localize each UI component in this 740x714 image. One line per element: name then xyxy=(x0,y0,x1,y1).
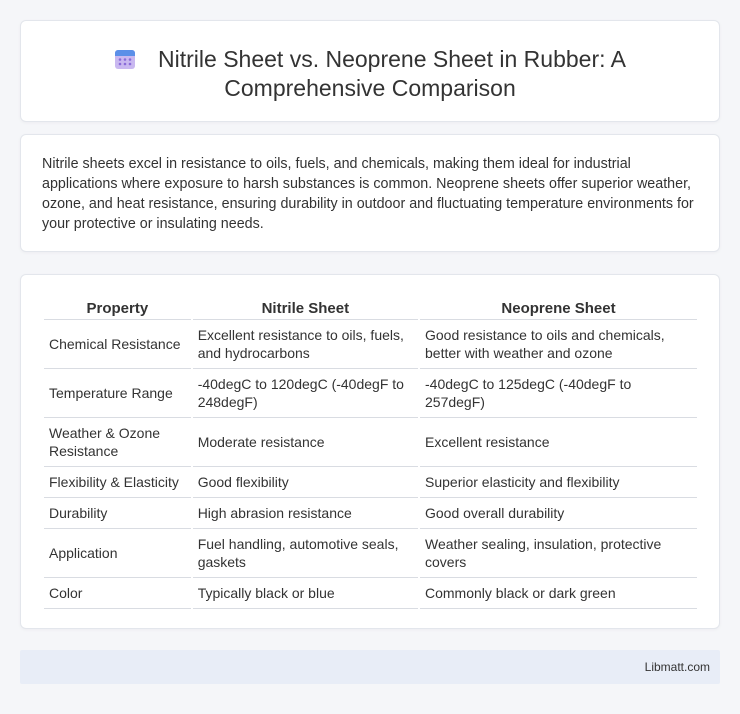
page-title xyxy=(21,45,719,103)
footer-site-link[interactable]: Libmatt.com xyxy=(644,660,710,674)
comparison-card xyxy=(20,274,720,629)
comparison-table xyxy=(42,296,699,609)
header-nitrile: Nitrile Sheet xyxy=(193,296,418,320)
neoprene-cell: Good overall durability xyxy=(420,498,697,529)
table-header-row xyxy=(44,296,697,320)
table-row xyxy=(44,578,697,609)
neoprene-cell: Excellent resistance xyxy=(420,418,697,467)
property-cell: Application xyxy=(44,529,191,578)
intro-paragraph: Nitrile sheets excel in resistance to oils, fuels, and chemicals, making them ideal for industrial applications where exposure to harsh substances is common. Neoprene sheets offer superior weather, ozone, and heat resistance, ensuring durability in outdoor and fluctuating temperature environments for your protective or insulating needs. xyxy=(42,156,694,232)
property-cell: Temperature Range xyxy=(44,369,191,418)
neoprene-cell: Good resistance to oils and chemicals, better with weather and ozone xyxy=(420,320,697,369)
nitrile-cell: Excellent resistance to oils, fuels, and hydrocarbons xyxy=(193,320,418,369)
table-row xyxy=(44,320,697,369)
nitrile-cell: Fuel handling, automotive seals, gaskets xyxy=(193,529,418,578)
neoprene-cell: Superior elasticity and flexibility xyxy=(420,467,697,498)
nitrile-cell: High abrasion resistance xyxy=(193,498,418,529)
table-row xyxy=(44,529,697,578)
nitrile-cell: -40degC to 120degC (-40degF to 248degF) xyxy=(193,369,418,418)
intro-card xyxy=(20,134,720,252)
footer-bar xyxy=(20,650,720,684)
calendar-icon xyxy=(114,48,136,70)
table-row xyxy=(44,498,697,529)
property-cell: Chemical Resistance xyxy=(44,320,191,369)
neoprene-cell: Weather sealing, insulation, protective covers xyxy=(420,529,697,578)
header-property: Property xyxy=(44,296,191,320)
neoprene-cell: Commonly black or dark green xyxy=(420,578,697,609)
table-row xyxy=(44,369,697,418)
nitrile-cell: Typically black or blue xyxy=(193,578,418,609)
property-cell: Flexibility & Elasticity xyxy=(44,467,191,498)
table-row xyxy=(44,467,697,498)
property-cell: Weather & Ozone Resistance xyxy=(44,418,191,467)
title-line-2: Comprehensive Comparison xyxy=(224,75,516,101)
table-row xyxy=(44,418,697,467)
header-neoprene: Neoprene Sheet xyxy=(420,296,697,320)
title-card xyxy=(20,20,720,122)
nitrile-cell: Moderate resistance xyxy=(193,418,418,467)
neoprene-cell: -40degC to 125degC (-40degF to 257degF) xyxy=(420,369,697,418)
property-cell: Durability xyxy=(44,498,191,529)
title-line-1: Nitrile Sheet vs. Neoprene Sheet in Rubber: A xyxy=(158,46,626,72)
property-cell: Color xyxy=(44,578,191,609)
nitrile-cell: Good flexibility xyxy=(193,467,418,498)
